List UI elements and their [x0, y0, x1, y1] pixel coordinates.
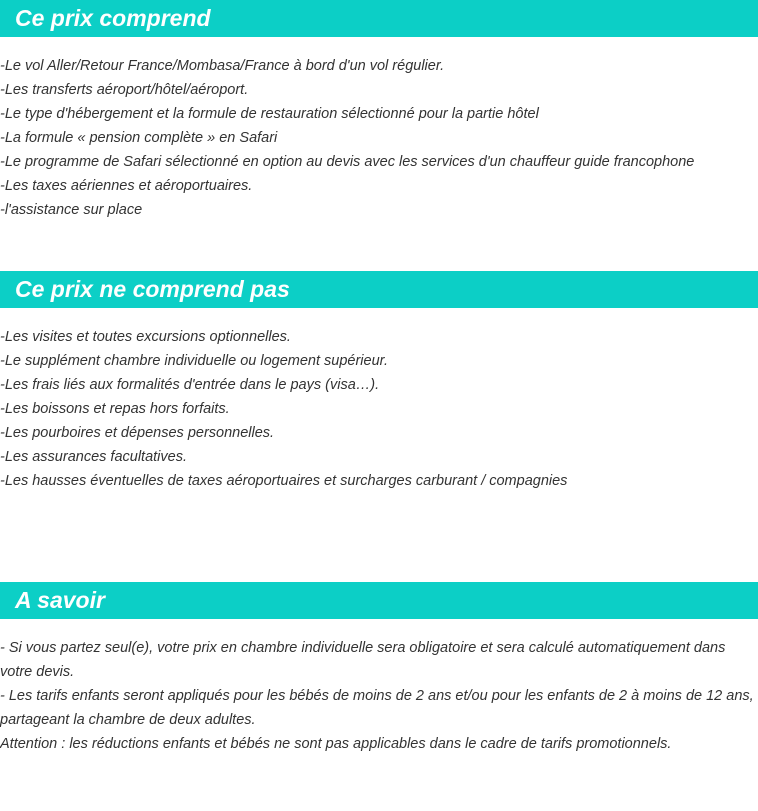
- info-paragraph: - Si vous partez seul(e), votre prix en chambre individuelle sera obligatoire et sera calculé automatiquement dans votre devis.: [0, 640, 726, 680]
- excluded-list: [0, 325, 758, 493]
- section-a-savoir: [0, 582, 758, 756]
- section-title: Ce prix comprend: [0, 0, 758, 37]
- list-item: -Les hausses éventuelles de taxes aéroportuaires et surcharges carburant / compagnies: [0, 473, 568, 489]
- list-item: -Le vol Aller/Retour France/Mombasa/France à bord d'un vol régulier.: [0, 58, 445, 74]
- included-list: [0, 54, 758, 222]
- list-item: -Les transferts aéroport/hôtel/aéroport.: [0, 82, 249, 98]
- list-item: -l'assistance sur place: [0, 202, 143, 218]
- section-ce-prix-ne-comprend-pas: [0, 271, 758, 493]
- list-item: -Les assurances facultatives.: [0, 449, 187, 465]
- info-paragraph: - Les tarifs enfants seront appliqués pour les bébés de moins de 2 ans et/ou pour les enfants de 2 à moins de 12 ans, partageant la chambre de deux adultes.: [0, 688, 754, 728]
- list-item: -Les taxes aériennes et aéroportuaires.: [0, 178, 253, 194]
- list-item: -La formule « pension complète » en Safari: [0, 130, 278, 146]
- list-item: -Le supplément chambre individuelle ou logement supérieur.: [0, 353, 388, 369]
- list-item: -Le programme de Safari sélectionné en option au devis avec les services d'un chauffeur guide francophone: [0, 154, 695, 170]
- section-title: Ce prix ne comprend pas: [0, 271, 758, 308]
- section-ce-prix-comprend: [0, 0, 758, 222]
- section-title: A savoir: [0, 582, 758, 619]
- list-item: -Le type d'hébergement et la formule de restauration sélectionné pour la partie hôtel: [0, 106, 539, 122]
- list-item: -Les pourboires et dépenses personnelles.: [0, 425, 275, 441]
- info-paragraph: Attention : les réductions enfants et bébés ne sont pas applicables dans le cadre de tarifs promotionnels.: [0, 736, 672, 752]
- list-item: -Les visites et toutes excursions optionnelles.: [0, 329, 291, 345]
- list-item: -Les frais liés aux formalités d'entrée dans le pays (visa…).: [0, 377, 380, 393]
- list-item: -Les boissons et repas hors forfaits.: [0, 401, 230, 417]
